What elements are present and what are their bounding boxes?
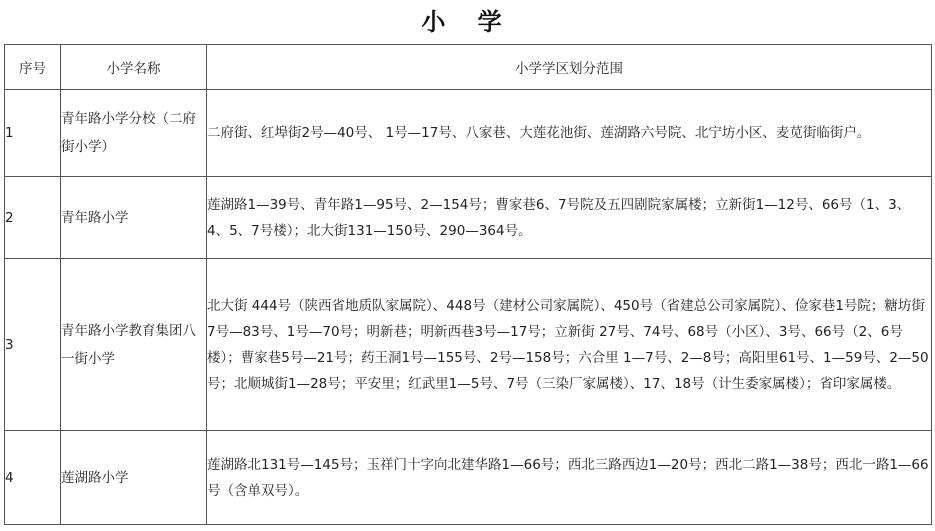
- header-district-range: 小学学区划分范围: [207, 45, 932, 90]
- table-header-row: [5, 45, 932, 90]
- row-school-name: 青年路小学教育集团八一街小学: [61, 259, 207, 431]
- row-school-name: 青年路小学分校（二府街小学）: [61, 90, 207, 177]
- row-district-range: 二府街、红埠街2号—40号、 1号—17号、八家巷、大莲花池街、莲湖路六号院、北宁坊小区、麦苋街临街户。: [207, 90, 932, 177]
- table-row: [5, 431, 932, 525]
- page-title: 小 学: [421, 7, 514, 36]
- row-serial-number: 3: [5, 259, 61, 431]
- header-school-name: 小学名称: [61, 45, 207, 90]
- row-school-name: 青年路小学: [61, 177, 207, 259]
- table-row: [5, 177, 932, 259]
- row-serial-number: 4: [5, 431, 61, 525]
- row-district-range: 北大街 444号（陕西省地质队家属院）、448号（建材公司家属院）、450号（省建总公司家属院）、俭家巷1号院；糖坊街7号—83号、1号—70号；明新巷；明新西巷3号—17号；立新街 27号、74号、68号（小区）、3号、66号（2、6号楼）；曹家巷5号—21号；药王洞1号—155号、2号—158号；六合里 1—7号、2—8号；高阳里61号、1—59号、2—50号；北顺城街1—28号；平安里；红武里1—5号、7号（三染厂家属楼）、17、18号（计生委家属楼）；省印家属楼。: [207, 259, 932, 431]
- table-row: [5, 90, 932, 177]
- row-serial-number: 1: [5, 90, 61, 177]
- school-district-table: [4, 44, 932, 525]
- row-district-range: 莲湖路北131号—145号；玉祥门十字向北建华路1—66号；西北三路西边1—20号；西北二路1—38号；西北一路1—66号（含单双号）。: [207, 431, 932, 525]
- row-school-name: 莲湖路小学: [61, 431, 207, 525]
- row-serial-number: 2: [5, 177, 61, 259]
- table-row: [5, 259, 932, 431]
- row-district-range: 莲湖路1—39号、青年路1—95号、2—154号；曹家巷6、7号院及五四剧院家属楼；立新街1—12号、66号（1、3、4、5、7号楼）；北大街131—150号、290—364号。: [207, 177, 932, 259]
- header-serial-number: 序号: [5, 45, 61, 90]
